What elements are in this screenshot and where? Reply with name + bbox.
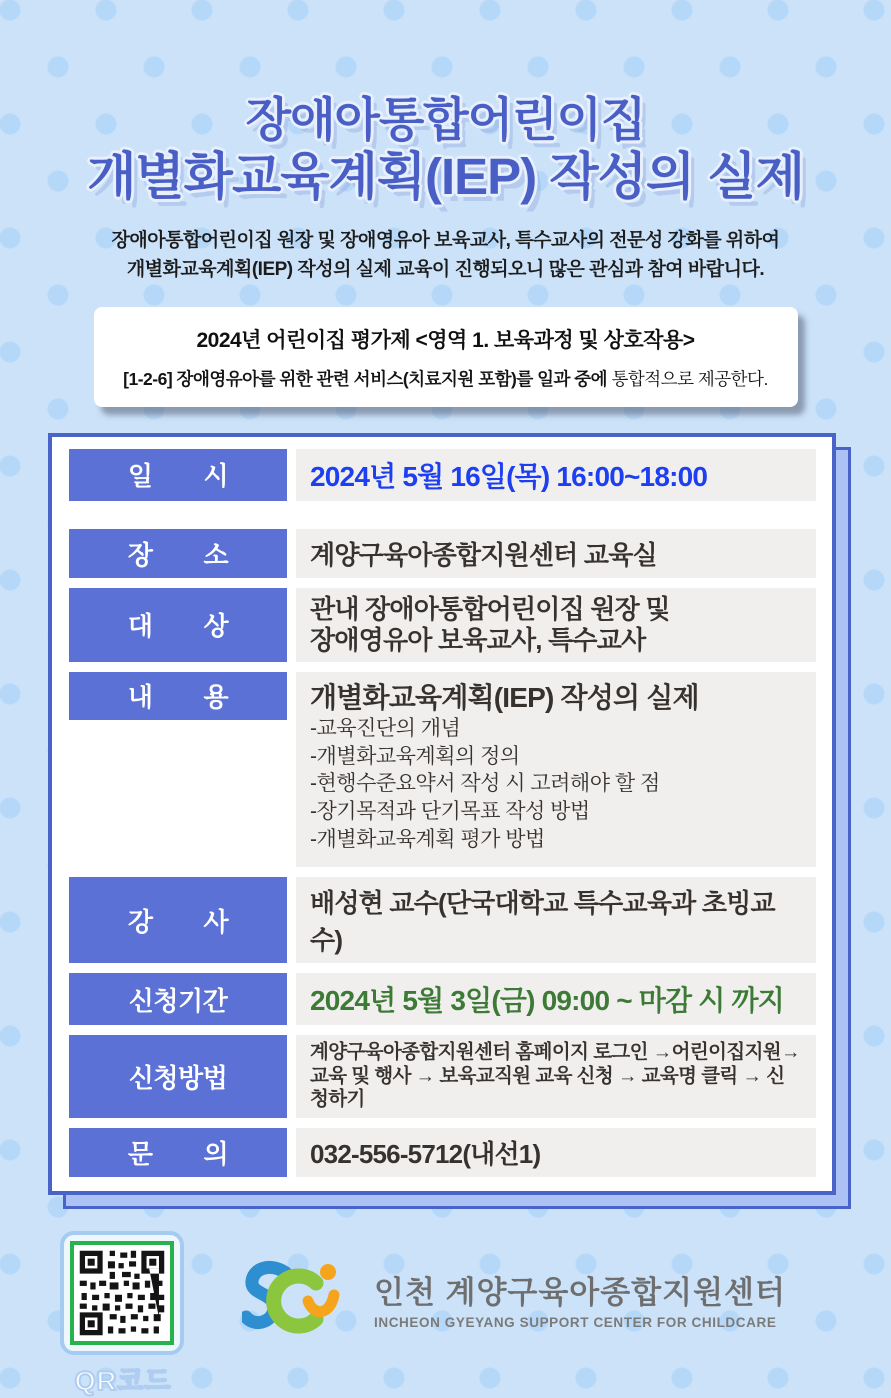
qr-pattern-icon: [78, 1249, 166, 1337]
center-logo-mark-icon: [242, 1257, 358, 1341]
evaluation-notice-heading: 2024년 어린이집 평가제 <영역 1. 보육과정 및 상호작용>: [196, 328, 695, 352]
content-item: -장기목적과 단기목표 작성 방법: [310, 800, 590, 824]
row-label-contact: 문 의: [69, 1128, 287, 1177]
row-label-instructor: 강 사: [69, 877, 287, 963]
row-value-application-period: 2024년 5월 3일(금) 09:00 ~ 마감 시 까지: [296, 973, 816, 1025]
poster-subtitle-line1: 장애아통합어린이집 원장 및 장애영유아 보육교사, 특수교사의 전문성 강화를 위하여: [111, 229, 780, 251]
table-row-application-method: [69, 1035, 816, 1117]
table-row-content: [69, 672, 816, 868]
row-label-place: 장 소: [69, 529, 287, 578]
table-row-target: [69, 588, 816, 662]
target-line1: 관내 장애아통합어린이집 원장 및: [310, 593, 670, 624]
row-value-instructor: 배성현 교수(단국대학교 특수교육과 초빙교수): [296, 877, 816, 963]
poster-subtitle-line2: 개별화교육계획(IEP) 작성의 실제 교육이 진행되오니 많은 관심과 참여 바랍니다.: [126, 259, 765, 281]
qr-frame: [60, 1231, 184, 1355]
table-row-datetime: [69, 449, 816, 501]
table-row-place: [69, 529, 816, 578]
footer: [0, 1195, 891, 1398]
qr-code: [70, 1241, 174, 1345]
row-value-datetime: 2024년 5월 16일(목) 16:00~18:00: [296, 449, 816, 501]
center-logo-text-wrap: [374, 1267, 786, 1330]
table-row-application-period: [69, 973, 816, 1025]
row-label-target: 대 상: [69, 588, 287, 662]
center-logo: [242, 1257, 786, 1341]
row-label-application-period: 신청기간: [69, 973, 287, 1025]
content-item: -개별화교육계획의 정의: [310, 744, 520, 768]
row-label-content: 내 용: [69, 672, 287, 720]
row-value-contact: 032-556-5712(내선1): [296, 1128, 816, 1177]
qr-section: [60, 1231, 186, 1398]
table-row-contact: [69, 1128, 816, 1177]
poster-subtitle: [0, 226, 891, 285]
poster-title-line2: 개별화교육계획(IEP) 작성의 실제: [87, 148, 804, 206]
row-value-content: [296, 672, 816, 868]
info-table-main: [48, 433, 836, 1195]
evaluation-notice-detail-bold: [1-2-6] 장애영유아를 위한 관련 서비스(치료지원 포함)를 일과 중에: [123, 368, 608, 389]
target-line2: 장애영유아 보육교사, 특수교사: [310, 624, 646, 655]
content-item: -현행수준요약서 작성 시 고려해야 할 점: [310, 772, 660, 796]
row-label-datetime: 일 시: [69, 449, 287, 501]
content-item: -교육진단의 개념: [310, 716, 461, 740]
evaluation-notice-box: [94, 307, 798, 407]
row-value-application-method: [296, 1035, 816, 1117]
info-table: [48, 433, 836, 1195]
table-row-instructor: [69, 877, 816, 963]
evaluation-notice-detail-regular: 통합적으로 제공한다.: [607, 368, 768, 389]
evaluation-notice-detail: [108, 366, 784, 391]
row-label-application-method: 신청방법: [69, 1035, 287, 1117]
method-line2: 교육 및 행사 → 보육교직원 교육 신청 → 교육명 클릭 → 신청하기: [310, 1064, 785, 1111]
poster-title: [0, 0, 891, 208]
content-heading: 개별화교육계획(IEP) 작성의 실제: [310, 681, 699, 713]
qr-label: QR코드: [74, 1365, 172, 1396]
center-logo-text: 인천 계양구육아종합지원센터: [374, 1275, 786, 1311]
row-value-place: 계양구육아종합지원센터 교육실: [296, 529, 816, 578]
center-logo-subtext: INCHEON GYEYANG SUPPORT CENTER FOR CHILDCARE: [374, 1315, 777, 1331]
content-item: -개별화교육계획 평가 방법: [310, 827, 545, 851]
method-line1: 계양구육아종합지원센터 홈페이지 로그인 →어린이집지원→: [310, 1041, 800, 1064]
row-value-target: [296, 588, 816, 662]
poster-title-line1: 장애아통합어린이집: [245, 93, 646, 146]
